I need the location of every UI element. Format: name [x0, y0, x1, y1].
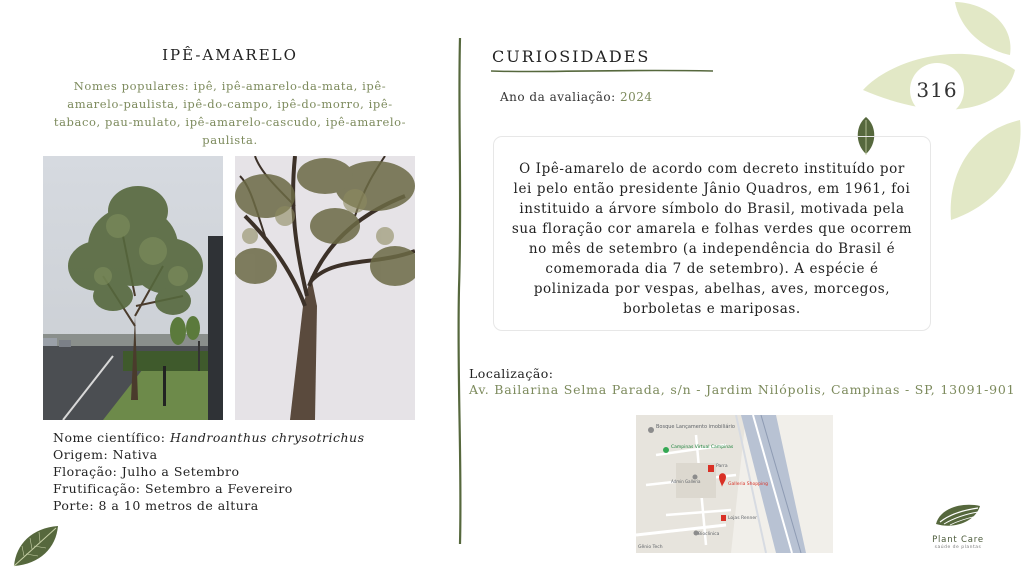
plant-care-logo	[918, 500, 998, 562]
curiosities-title: CURIOSIDADES	[492, 47, 651, 66]
map-label-parra: Parra	[716, 464, 728, 469]
map-label-bioclinica: Bioclinica	[698, 532, 720, 537]
map-label-galleria: Galleria Shopping	[728, 482, 768, 487]
scientific-name-line	[53, 429, 364, 446]
map-label-admin: Admin Galleria	[671, 479, 701, 484]
fruiting-line: Frutificação: Setembro a Fevereiro	[53, 481, 293, 496]
logo-name: Plant Care	[932, 535, 984, 545]
scientific-name-value: Handroanthus chrysotrichus	[170, 430, 365, 445]
species-title: IPÊ-AMARELO	[162, 46, 298, 64]
curiosities-underline	[491, 68, 713, 74]
origin-line: Origem: Nativa	[53, 447, 158, 462]
map-label-lojas: Lojas Renner	[728, 516, 757, 521]
location-label: Localização:	[469, 366, 554, 381]
scientific-name-label: Nome científico:	[53, 430, 166, 445]
species-facts	[53, 429, 364, 514]
curiosities-text: O Ipê-amarelo de acordo com decreto instituído por lei pelo então presidente Jânio Quadros, em 1961, foi instituido a árvore símbolo do Brasil, motivada pela sua floração cor amarela e folhas verdes que ocorrem no mês de setembro (a independência do Brasil é comemorada dia 7 de setembro). A espécie é polinizada por vespas, abelhas, aves, morcegos, borboletas e mariposas.	[511, 161, 913, 317]
map-label-campinas: Campinas Virtual Campinas	[671, 445, 734, 450]
popular-names: Nomes populares: ipê, ipê-amarelo-da-mata, ipê-amarelo-paulista, ipê-do-campo, ipê-do-morro, ipê-tabaco, pau-mulato, ipê-amarelo-cascudo, ipê-amarelo-paulista.	[53, 79, 407, 147]
flowering-line: Floração: Julho a Setembro	[53, 464, 240, 479]
map-label-corner: Gênio Tech	[638, 545, 663, 550]
size-line: Porte: 8 a 10 metros de altura	[53, 498, 259, 513]
curiosities-text-box	[493, 136, 931, 331]
location-map[interactable]	[636, 415, 833, 553]
tree-number-badge: 316	[916, 78, 958, 102]
logo-tagline: saúde de plantas	[934, 545, 982, 550]
plant-care-logo-icon	[932, 500, 984, 530]
tree-photo-full	[43, 156, 223, 420]
evaluation-year	[500, 90, 653, 104]
evaluation-year-value: 2024	[619, 90, 653, 104]
location-address: Av. Bailarina Selma Parada, s/n - Jardim Nilópolis, Campinas - SP, 13091-901	[469, 382, 1016, 397]
vertical-divider	[457, 38, 463, 544]
evaluation-year-label: Ano da avaliação:	[500, 90, 616, 104]
map-label-top: Bosque Lançamento imobiliário	[656, 424, 735, 430]
leaf-corner-icon	[12, 524, 60, 568]
tree-photo-trunk	[235, 156, 415, 420]
